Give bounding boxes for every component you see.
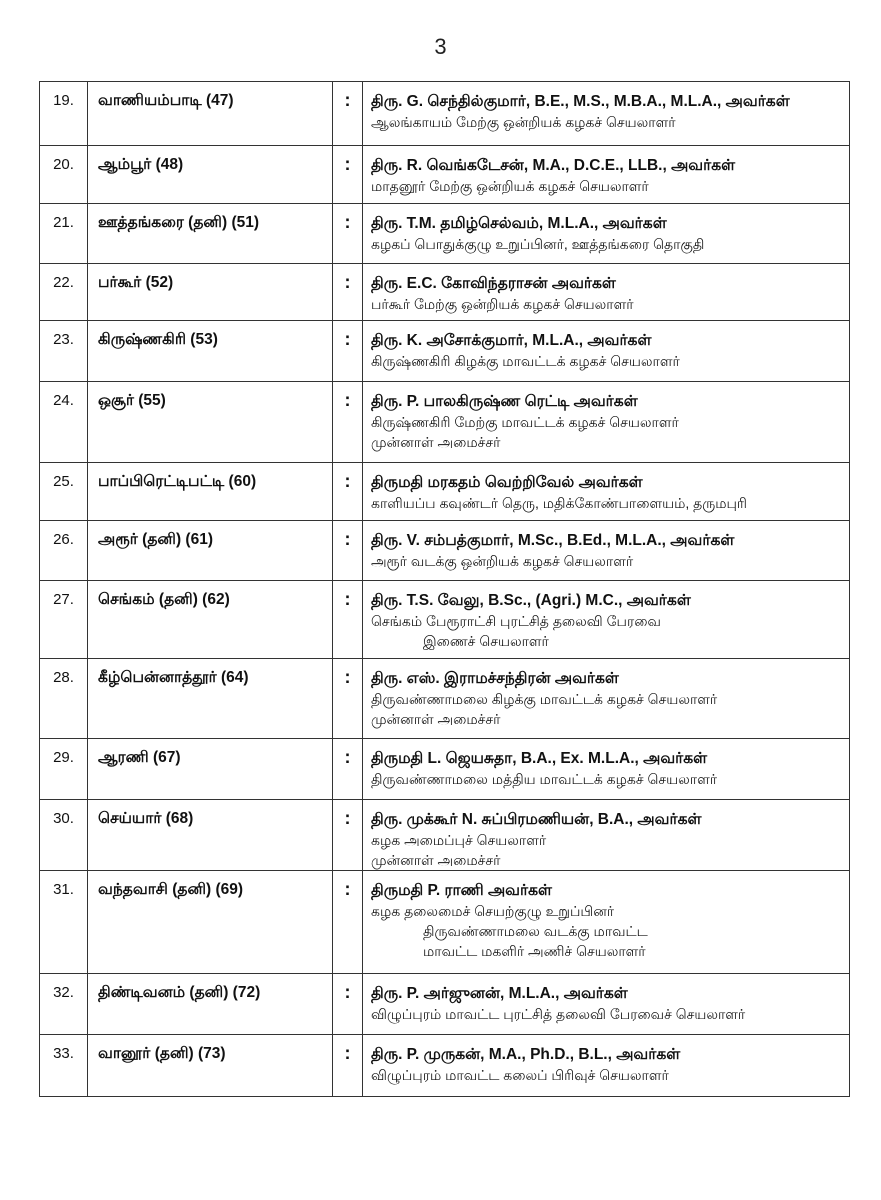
row-number: 19.: [40, 82, 88, 146]
table-row: [40, 382, 850, 463]
candidate-detail: கழகப் பொதுக்குழு உறுப்பினர், ஊத்தங்கரை தொகுதி: [371, 236, 705, 252]
table-row: [40, 321, 850, 382]
candidate-cell: [363, 974, 850, 1035]
candidate-detail: விழுப்புரம் மாவட்ட புரட்சித் தலைவி பேரவைச் செயலாளர்: [371, 1006, 746, 1022]
row-number: 29.: [40, 739, 88, 800]
table-row: [40, 800, 850, 871]
candidate-name: திரு. K. அசோக்குமார், M.L.A., அவர்கள்: [371, 332, 652, 349]
constituency-name: பாப்பிரெட்டிபட்டி (60): [88, 463, 333, 521]
separator-colon: :: [333, 463, 363, 521]
constituency-name: கிருஷ்ணகிரி (53): [88, 321, 333, 382]
constituency-name: ஆரணி (67): [88, 739, 333, 800]
candidate-detail: பர்கூர் மேற்கு ஒன்றியக் கழகச் செயலாளர்: [371, 296, 634, 312]
candidate-cell: [363, 521, 850, 581]
constituency-name: பர்கூர் (52): [88, 264, 333, 321]
constituency-name: அரூர் (தனி) (61): [88, 521, 333, 581]
candidate-name: திரு. முக்கூர் N. சுப்பிரமணியன், B.A., அவர்கள்: [371, 811, 702, 828]
separator-colon: :: [333, 321, 363, 382]
separator-colon: :: [333, 739, 363, 800]
candidate-detail: மாதனூர் மேற்கு ஒன்றியக் கழகச் செயலாளர்: [371, 178, 649, 194]
table-row: [40, 521, 850, 581]
candidate-detail: மாவட்ட மகளிர் அணிச் செயலாளர்: [423, 943, 646, 959]
candidate-detail: முன்னாள் அமைச்சர்: [371, 852, 501, 868]
separator-colon: :: [333, 521, 363, 581]
separator-colon: :: [333, 382, 363, 463]
row-number: 21.: [40, 204, 88, 264]
separator-colon: :: [333, 146, 363, 204]
candidate-name: திரு. எஸ். இராமச்சந்திரன் அவர்கள்: [371, 670, 619, 687]
candidate-detail: திருவண்ணாமலை கிழக்கு மாவட்டக் கழகச் செயலாளர்: [371, 691, 718, 707]
table-row: [40, 204, 850, 264]
table-row: [40, 463, 850, 521]
table-row: [40, 974, 850, 1035]
candidate-cell: [363, 739, 850, 800]
row-number: 23.: [40, 321, 88, 382]
candidate-name: திரு. V. சம்பத்குமார், M.Sc., B.Ed., M.L.A., அவர்கள்: [371, 532, 735, 549]
row-number: 30.: [40, 800, 88, 871]
candidate-name: திரு. G. செந்தில்குமார், B.E., M.S., M.B.A., M.L.A., அவர்கள்: [371, 93, 790, 110]
table-row: [40, 739, 850, 800]
candidate-name: திரு. T.M. தமிழ்செல்வம், M.L.A., அவர்கள்: [371, 215, 667, 232]
table-row: [40, 659, 850, 739]
candidate-name: திரு. T.S. வேலு, B.Sc., (Agri.) M.C., அவர்கள்: [371, 592, 691, 609]
separator-colon: :: [333, 871, 363, 974]
separator-colon: :: [333, 800, 363, 871]
page-number: 3: [434, 34, 447, 59]
candidate-name: திரு. P. முருகன், M.A., Ph.D., B.L., அவர்கள்: [371, 1046, 681, 1063]
candidate-detail: ஆலங்காயம் மேற்கு ஒன்றியக் கழகச் செயலாளர்: [371, 114, 676, 130]
candidate-cell: [363, 581, 850, 659]
candidate-detail: காளியப்ப கவுண்டர் தெரு, மதிக்கோண்பாளையம், தருமபுரி: [371, 495, 747, 511]
candidate-detail: கிருஷ்ணகிரி கிழக்கு மாவட்டக் கழகச் செயலாளர்: [371, 353, 680, 369]
constituency-name: வந்தவாசி (தனி) (69): [88, 871, 333, 974]
candidate-name: திருமதி P. ராணி அவர்கள்: [371, 882, 553, 899]
candidate-name: திருமதி L. ஜெயசுதா, B.A., Ex. M.L.A., அவர்கள்: [371, 750, 708, 767]
candidate-cell: [363, 264, 850, 321]
table-row: [40, 146, 850, 204]
candidate-name: திருமதி மரகதம் வெற்றிவேல் அவர்கள்: [371, 474, 643, 491]
row-number: 33.: [40, 1035, 88, 1097]
table-row: [40, 1035, 850, 1097]
candidate-name: திரு. E.C. கோவிந்தராசன் அவர்கள்: [371, 275, 616, 292]
table-row: [40, 871, 850, 974]
row-number: 25.: [40, 463, 88, 521]
candidate-cell: [363, 659, 850, 739]
constituency-name: கீழ்பென்னாத்தூர் (64): [88, 659, 333, 739]
constituency-name: வாணியம்பாடி (47): [88, 82, 333, 146]
candidate-table: [39, 81, 850, 1097]
candidate-detail: திருவண்ணாமலை வடக்கு மாவட்ட: [423, 923, 648, 939]
candidate-cell: [363, 204, 850, 264]
constituency-name: ஊத்தங்கரை (தனி) (51): [88, 204, 333, 264]
candidate-cell: [363, 382, 850, 463]
candidate-cell: [363, 321, 850, 382]
candidate-cell: [363, 871, 850, 974]
candidate-cell: [363, 1035, 850, 1097]
candidate-cell: [363, 82, 850, 146]
row-number: 20.: [40, 146, 88, 204]
constituency-name: செய்யார் (68): [88, 800, 333, 871]
candidate-detail: கழக அமைப்புச் செயலாளர்: [371, 832, 547, 848]
row-number: 27.: [40, 581, 88, 659]
candidate-cell: [363, 800, 850, 871]
candidate-detail: கிருஷ்ணகிரி மேற்கு மாவட்டக் கழகச் செயலாளர்: [371, 414, 679, 430]
candidate-name: திரு. P. அர்ஜுனன், M.L.A., அவர்கள்: [371, 985, 628, 1002]
row-number: 24.: [40, 382, 88, 463]
constituency-name: ஒசூர் (55): [88, 382, 333, 463]
candidate-detail: அரூர் வடக்கு ஒன்றியக் கழகச் செயலாளர்: [371, 553, 634, 569]
constituency-name: செங்கம் (தனி) (62): [88, 581, 333, 659]
separator-colon: :: [333, 1035, 363, 1097]
table-row: [40, 581, 850, 659]
separator-colon: :: [333, 659, 363, 739]
constituency-name: திண்டிவனம் (தனி) (72): [88, 974, 333, 1035]
candidate-detail: முன்னாள் அமைச்சர்: [371, 711, 501, 727]
table-row: [40, 82, 850, 146]
row-number: 22.: [40, 264, 88, 321]
candidate-detail: இணைச் செயலாளர்: [423, 633, 549, 649]
separator-colon: :: [333, 204, 363, 264]
separator-colon: :: [333, 82, 363, 146]
constituency-name: ஆம்பூர் (48): [88, 146, 333, 204]
table-row: [40, 264, 850, 321]
candidate-detail: கழக தலைமைச் செயற்குழு உறுப்பினர்: [371, 903, 615, 919]
candidate-detail: முன்னாள் அமைச்சர்: [371, 434, 501, 450]
candidate-cell: [363, 146, 850, 204]
constituency-name: வானூர் (தனி) (73): [88, 1035, 333, 1097]
candidate-detail: திருவண்ணாமலை மத்திய மாவட்டக் கழகச் செயலாளர்: [371, 771, 718, 787]
candidate-name: திரு. P. பாலகிருஷ்ண ரெட்டி அவர்கள்: [371, 393, 638, 410]
candidate-name: திரு. R. வெங்கடேசன், M.A., D.C.E., LLB., அவர்கள்: [371, 157, 736, 174]
row-number: 28.: [40, 659, 88, 739]
separator-colon: :: [333, 974, 363, 1035]
row-number: 31.: [40, 871, 88, 974]
separator-colon: :: [333, 264, 363, 321]
row-number: 32.: [40, 974, 88, 1035]
candidate-detail: செங்கம் பேரூராட்சி புரட்சித் தலைவி பேரவை: [371, 613, 661, 629]
row-number: 26.: [40, 521, 88, 581]
candidate-cell: [363, 463, 850, 521]
candidate-detail: விழுப்புரம் மாவட்ட கலைப் பிரிவுச் செயலாளர்: [371, 1067, 669, 1083]
separator-colon: :: [333, 581, 363, 659]
